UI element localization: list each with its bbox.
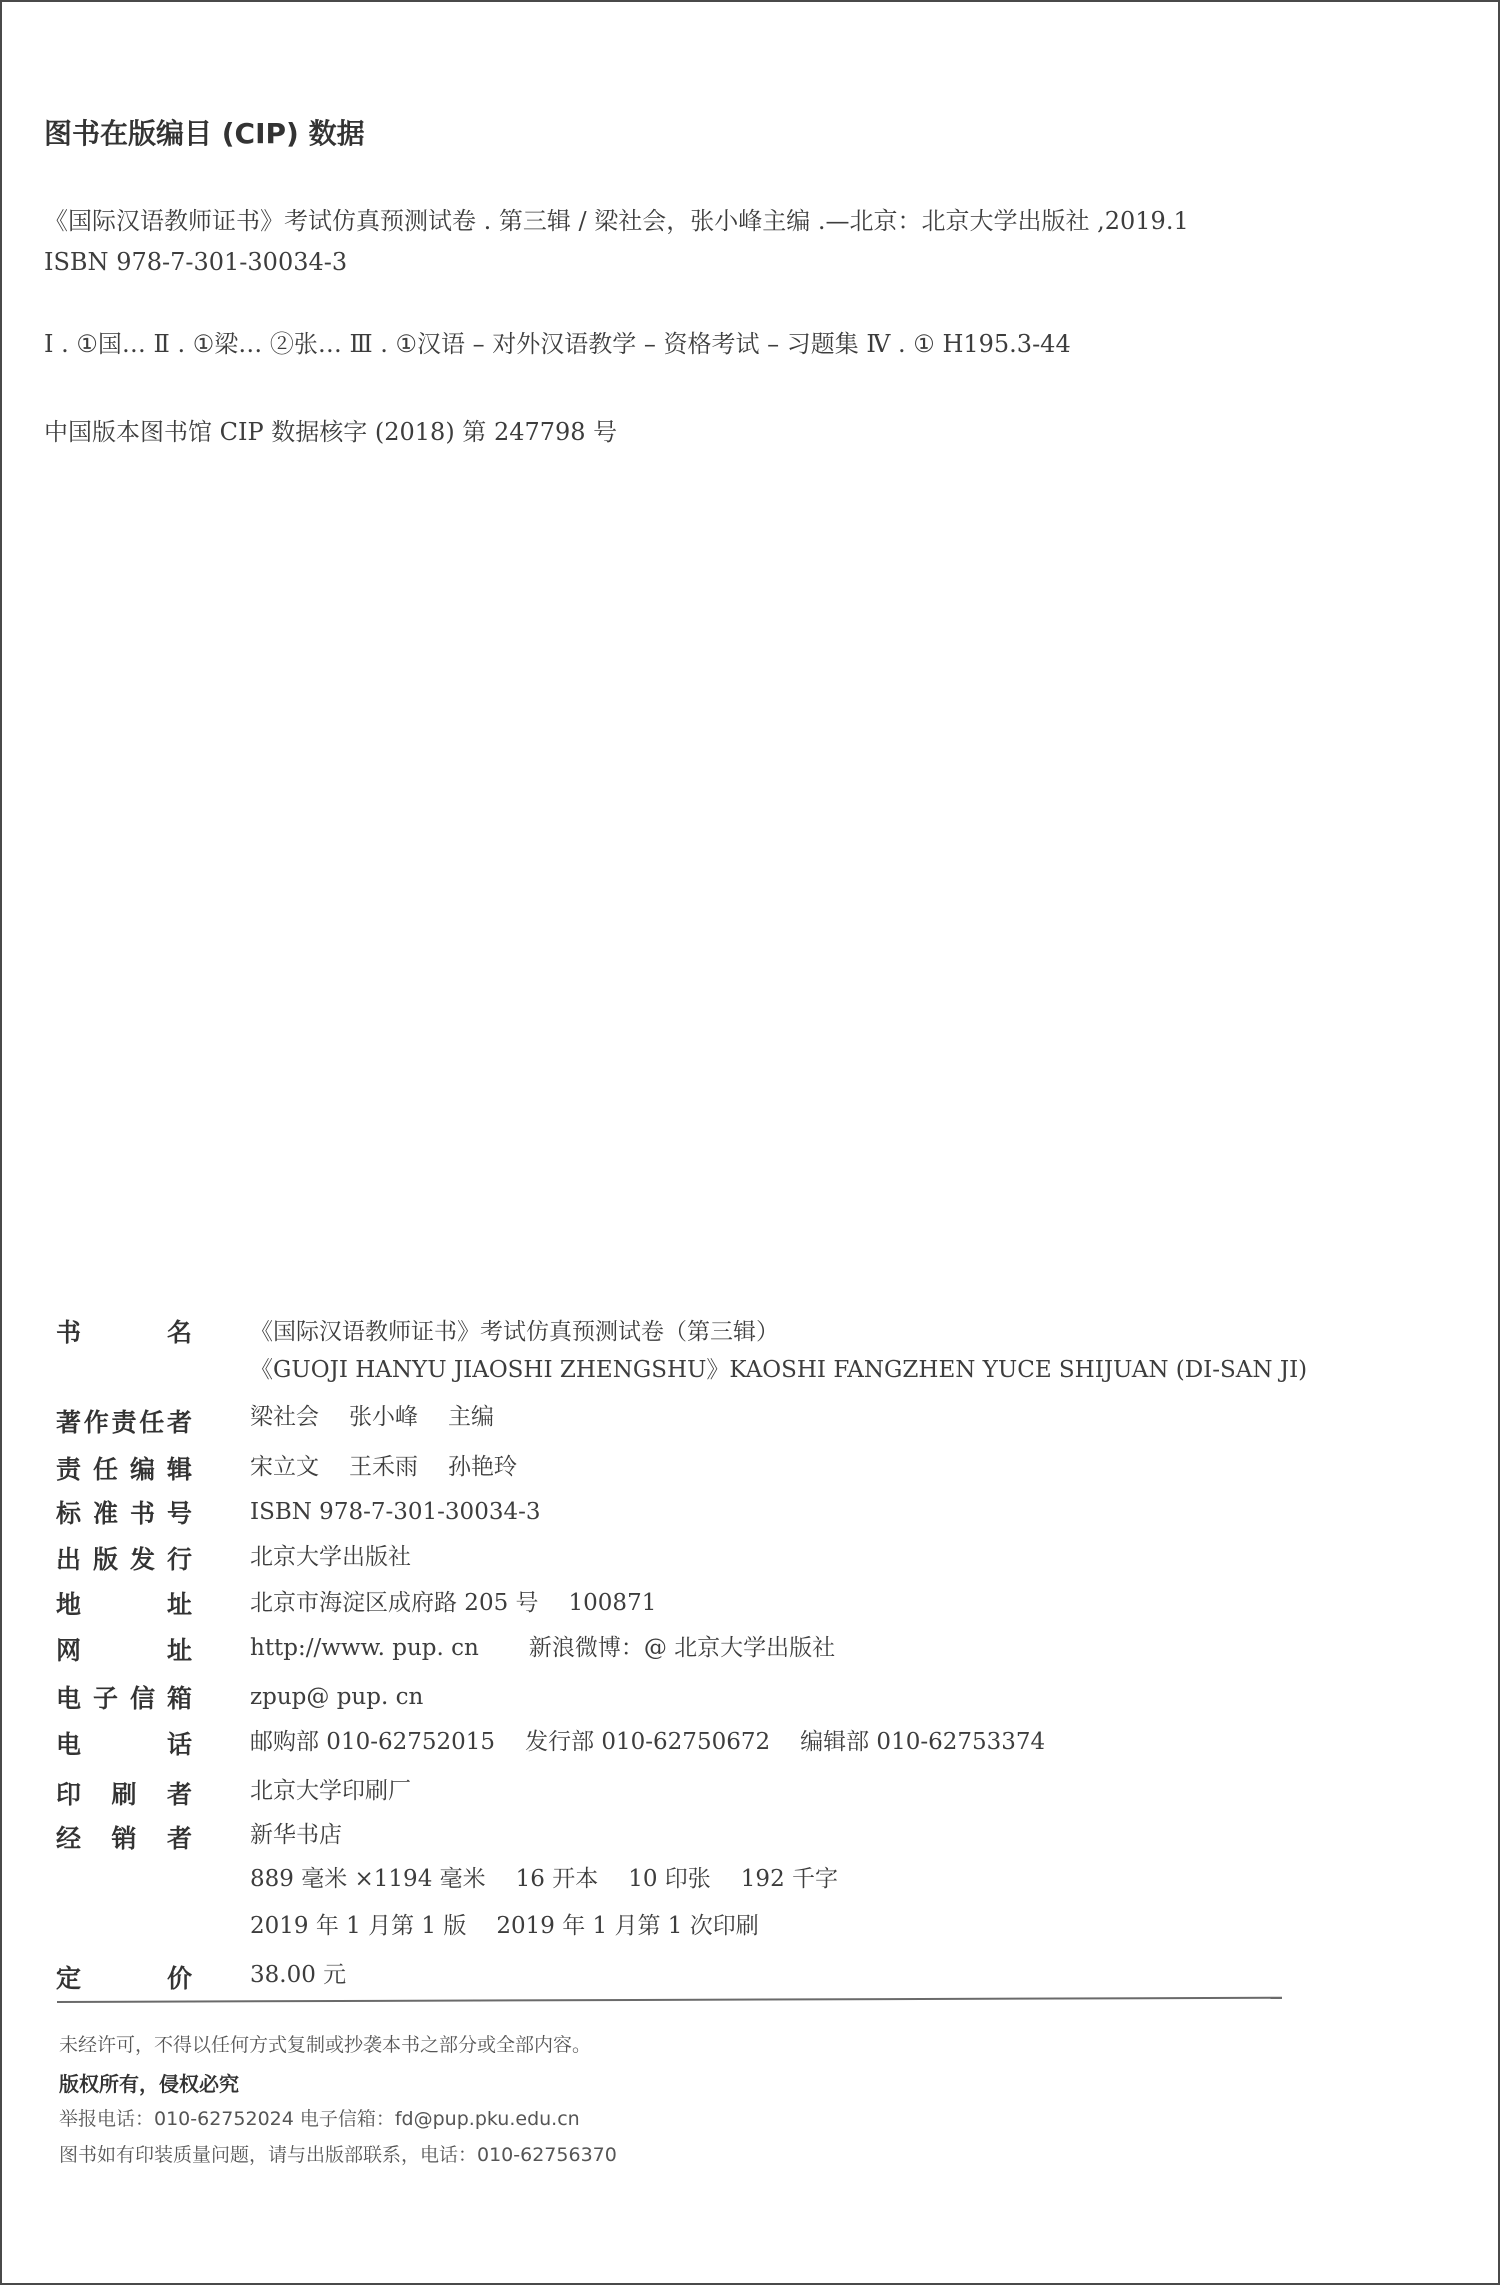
footer-report: 举报电话：010-62752024 电子信箱：fd@pup.pku.edu.cn [59, 2108, 580, 2130]
label-email: 电 子 信 箱 [56, 1684, 192, 1713]
divider-line [57, 1997, 1282, 2003]
label-isbn: 标 准 书 号 [56, 1499, 192, 1528]
value-publisher: 北京大学出版社 [250, 1544, 411, 1570]
value-address: 北京市海淀区成府路 205 号 100871 [250, 1590, 657, 1616]
label-editors: 责 任 编 辑 [56, 1455, 192, 1484]
value-distributor: 新华书店 [250, 1822, 342, 1848]
label-authors: 著 作 责 任 者 [56, 1408, 192, 1437]
label-address: 地 址 [56, 1590, 192, 1619]
value-phone: 邮购部 010-62752015 发行部 010-62750672 编辑部 010-62753374 [250, 1729, 1046, 1755]
weibo-handle: 新浪微博：@ 北京大学出版社 [528, 1635, 836, 1661]
cip-isbn: ISBN 978-7-301-30034-3 [44, 248, 348, 276]
label-website: 网 址 [56, 1636, 192, 1665]
value-authors: 梁社会 张小峰 主编 [250, 1404, 494, 1430]
label-title: 书 名 [56, 1318, 192, 1347]
label-printer: 印 刷 者 [56, 1780, 192, 1809]
label-distributor: 经 销 者 [56, 1824, 192, 1853]
value-title-pinyin: 《GUOJI HANYU JIAOSHI ZHENGSHU》KAOSHI FANGZHEN YUCE SHIJUAN (DI-SAN JI) [250, 1357, 1308, 1383]
footer-quality: 图书如有印装质量问题，请与出版部联系，电话：010-62756370 [59, 2144, 617, 2166]
cip-verification-number: 中国版本图书馆 CIP 数据核字 (2018) 第 247798 号 [44, 418, 618, 446]
cip-bibliographic-line: 《国际汉语教师证书》考试仿真预测试卷 . 第三辑 / 梁社会，张小峰主编 .—北京：北京大学出版社 ,2019.1 [44, 207, 1189, 235]
value-isbn: ISBN 978-7-301-30034-3 [250, 1499, 541, 1525]
value-title: 《国际汉语教师证书》考试仿真预测试卷（第三辑） [250, 1319, 779, 1345]
footer-notice: 未经许可，不得以任何方式复制或抄袭本书之部分或全部内容。 [59, 2034, 592, 2056]
label-publisher: 出 版 发 行 [56, 1545, 192, 1574]
value-editors: 宋立文 王禾雨 孙艳玲 [250, 1454, 517, 1480]
label-price: 定 价 [56, 1964, 192, 1993]
value-email[interactable]: zpup@ pup. cn [250, 1684, 424, 1710]
value-printer: 北京大学印刷厂 [250, 1778, 411, 1804]
value-edition: 2019 年 1 月第 1 版 2019 年 1 月第 1 次印刷 [250, 1913, 759, 1939]
cip-title: 图书在版编目 (CIP) 数据 [44, 117, 365, 150]
value-website [250, 1637, 835, 1660]
website-link[interactable]: http://www. pup. cn [250, 1635, 479, 1661]
value-specs: 889 毫米 ×1194 毫米 16 开本 10 印张 192 千字 [250, 1866, 839, 1892]
cip-classification: Ⅰ . ①国… Ⅱ . ①梁… ②张… Ⅲ . ①汉语 – 对外汉语教学 – 资格考试 – 习题集 Ⅳ . ① H195.3-44 [44, 330, 1071, 358]
label-phone: 电 话 [56, 1730, 192, 1759]
value-price: 38.00 元 [250, 1962, 347, 1988]
footer-rights: 版权所有，侵权必究 [59, 2072, 239, 2096]
